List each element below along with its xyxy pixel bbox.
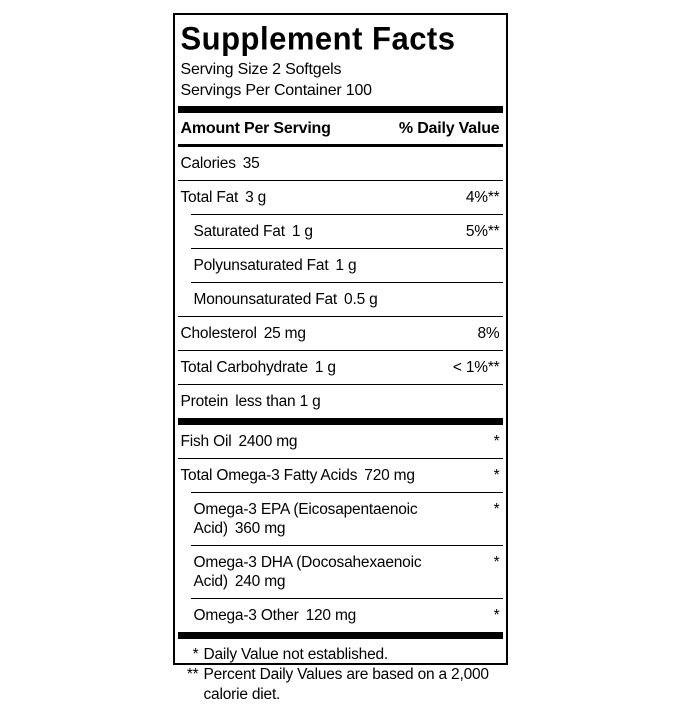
daily-value: * <box>493 501 500 518</box>
nutrient-name: Calories <box>180 155 236 172</box>
nutrient-name: Fish Oil <box>180 433 232 450</box>
thick-separator-top <box>178 106 503 113</box>
row-left <box>181 432 298 451</box>
table-row <box>191 214 503 248</box>
row-left <box>181 188 267 207</box>
amount-per-serving-header: Amount Per Serving <box>180 120 331 137</box>
daily-value: * <box>493 554 500 571</box>
nutrient-name: Total Fat <box>180 189 239 206</box>
supplement-facts-label <box>173 13 508 703</box>
daily-value: 8% <box>477 325 500 342</box>
nutrient-amount: 1 g <box>335 257 357 274</box>
nutrient-name: Cholesterol <box>180 325 257 342</box>
nutrient-amount: 240 mg <box>234 573 286 590</box>
daily-value: * <box>493 433 500 450</box>
footnote <box>180 665 501 705</box>
nutrient-amount: 360 mg <box>234 520 286 537</box>
footnote-text: Percent Daily Values are based on a 2,000 calorie diet. <box>203 666 489 703</box>
table-row <box>178 316 503 350</box>
table-row <box>178 180 503 214</box>
nutrient-name: Omega-3 EPA (Eicosapentaenoic Acid) <box>193 501 418 537</box>
table-row <box>191 492 503 545</box>
nutrient-table-section <box>178 147 503 418</box>
nutrient-amount: 1 g <box>291 223 313 240</box>
daily-value: 5%** <box>465 223 500 240</box>
row-left <box>181 358 336 377</box>
row-left <box>194 553 488 591</box>
nutrient-amount: 2400 mg <box>238 433 298 450</box>
nutrient-name: Omega-3 DHA (Docosahexaenoic Acid) <box>193 554 422 590</box>
nutrient-amount: 120 mg <box>305 607 357 624</box>
nutrient-amount: 25 mg <box>263 325 306 342</box>
row-left <box>194 606 357 625</box>
nutrient-amount: 35 <box>242 155 260 172</box>
table-row <box>191 248 503 282</box>
table-row <box>178 350 503 384</box>
nutrient-amount: 720 mg <box>364 467 415 484</box>
row-left <box>181 392 321 411</box>
table-row <box>191 282 503 316</box>
supplement-table-section <box>178 425 503 632</box>
table-row <box>178 147 503 180</box>
thick-separator-bottom <box>178 632 503 639</box>
nutrient-name: Saturated Fat <box>193 223 285 240</box>
thick-separator-middle <box>178 418 503 425</box>
serving-size: Serving Size 2 Softgels <box>180 61 342 78</box>
row-left <box>194 256 357 275</box>
nutrient-name: Protein <box>180 393 229 410</box>
nutrient-name: Total Carbohydrate <box>180 359 308 376</box>
table-row <box>191 598 503 632</box>
nutrient-amount: 0.5 g <box>344 291 378 308</box>
column-header-row <box>178 113 503 147</box>
table-row <box>178 384 503 418</box>
row-left <box>194 222 313 241</box>
row-left <box>194 500 488 538</box>
table-row <box>178 425 503 458</box>
footnote-text: Daily Value not established. <box>203 646 389 663</box>
serving-info <box>178 59 503 101</box>
row-left <box>181 154 260 173</box>
row-left <box>181 324 306 343</box>
row-left <box>181 466 415 485</box>
footnote-marker: ** <box>186 666 199 683</box>
nutrient-name: Total Omega-3 Fatty Acids <box>180 467 358 484</box>
footnotes <box>178 639 503 709</box>
footnote-marker: * <box>192 646 199 663</box>
nutrient-name: Monounsaturated Fat <box>193 291 338 308</box>
daily-value: * <box>493 467 500 484</box>
nutrient-amount: 1 g <box>314 359 336 376</box>
nutrient-name: Omega-3 Other <box>193 607 299 624</box>
table-row <box>191 545 503 598</box>
nutrient-amount: less than 1 g <box>235 393 321 410</box>
daily-value: * <box>493 607 500 624</box>
daily-value: 4%** <box>465 189 500 206</box>
label-title: Supplement Facts <box>180 20 456 57</box>
daily-value-header: % Daily Value <box>398 120 500 137</box>
table-row <box>178 458 503 492</box>
footnote <box>180 645 501 665</box>
servings-per-container: Servings Per Container 100 <box>180 82 372 99</box>
nutrient-name: Polyunsaturated Fat <box>193 257 329 274</box>
row-left <box>194 290 378 309</box>
daily-value: < 1%** <box>452 359 500 376</box>
nutrient-amount: 3 g <box>245 189 267 206</box>
